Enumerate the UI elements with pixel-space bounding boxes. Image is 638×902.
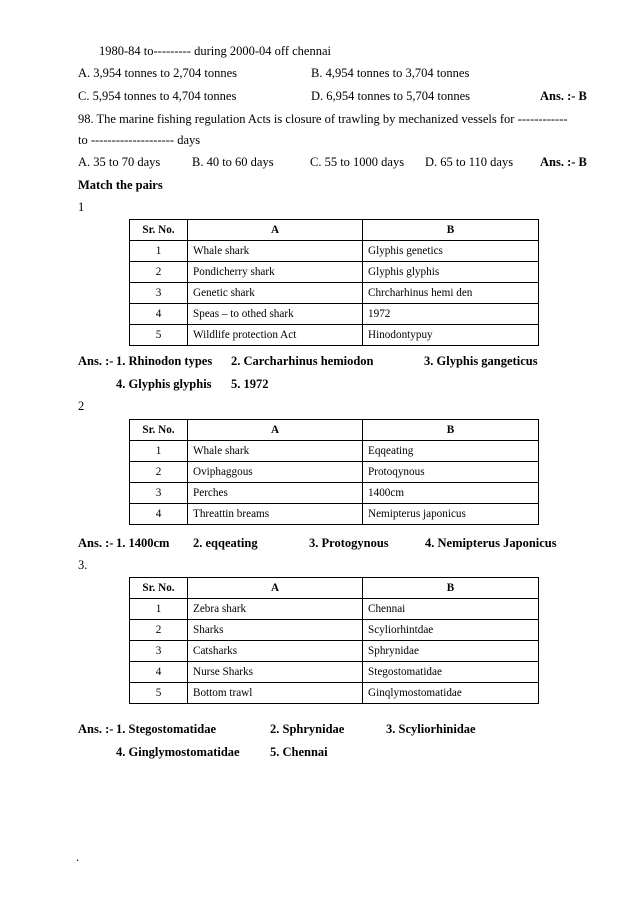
q98-line1: 98. The marine fishing regulation Acts is closure of trawling by mechanized vessels for ------------ [78, 112, 568, 126]
table-row [130, 262, 539, 283]
q97-option-a: A. 3,954 tonnes to 2,704 tonnes [78, 66, 238, 80]
cell-b: Ginqlymostomatidae [363, 683, 539, 704]
set-3-answer-4: 4. Ginglymostomatidae [116, 745, 240, 759]
cell-a: Threattin breams [188, 504, 363, 525]
cell-sr: 4 [130, 304, 188, 325]
footer-mark: . [76, 850, 80, 864]
set-1-answer-2: 2. Carcharhinus hemiodon [231, 354, 374, 368]
cell-b: 1400cm [363, 483, 539, 504]
q97-option-c: C. 5,954 tonnes to 4,704 tonnes [78, 89, 237, 103]
q98-option-b: B. 40 to 60 days [192, 155, 274, 169]
cell-a: Speas – to othed shark [188, 304, 363, 325]
header-sr-no: Sr. No. [130, 578, 188, 599]
cell-b: 1972 [363, 304, 539, 325]
header-b: B [363, 420, 539, 441]
cell-sr: 1 [130, 441, 188, 462]
q98-answer: Ans. :- B [540, 155, 587, 169]
table-header-row [130, 420, 539, 441]
set-3-answer-3: 3. Scyliorhinidae [386, 722, 476, 736]
q97-stem: 1980-84 to--------- during 2000-04 off chennai [99, 44, 331, 58]
cell-sr: 3 [130, 641, 188, 662]
header-a: A [188, 578, 363, 599]
q97-option-b: B. 4,954 tonnes to 3,704 tonnes [311, 66, 470, 80]
q98-option-c: C. 55 to 1000 days [310, 155, 405, 169]
cell-a: Pondicherry shark [188, 262, 363, 283]
cell-a: Sharks [188, 620, 363, 641]
table-row [130, 283, 539, 304]
cell-a: Whale shark [188, 441, 363, 462]
cell-sr: 2 [130, 262, 188, 283]
cell-b: Sphrynidae [363, 641, 539, 662]
match-heading: Match the pairs [78, 178, 163, 192]
cell-a: Zebra shark [188, 599, 363, 620]
set-3-answer-2: 2. Sphrynidae [270, 722, 345, 736]
cell-sr: 3 [130, 283, 188, 304]
set-3-answer-5: 5. Chennai [270, 745, 328, 759]
header-b: B [363, 578, 539, 599]
set-1-answer-prefix: Ans. :- [78, 354, 114, 368]
set-1-answer-1: 1. Rhinodon types [116, 354, 213, 368]
set-1-answer-3: 3. Glyphis gangeticus [424, 354, 538, 368]
table-row [130, 620, 539, 641]
table-row [130, 304, 539, 325]
q97-answer: Ans. :- B [540, 89, 587, 103]
cell-sr: 1 [130, 241, 188, 262]
set-2-answer-1: 1. 1400cm [116, 536, 170, 550]
header-a: A [188, 220, 363, 241]
cell-sr: 5 [130, 683, 188, 704]
table-row [130, 441, 539, 462]
table-row [130, 662, 539, 683]
cell-b: Glyphis glyphis [363, 262, 539, 283]
cell-sr: 4 [130, 662, 188, 683]
table-row [130, 504, 539, 525]
set-2-number: 2 [78, 399, 85, 413]
cell-b: Nemipterus japonicus [363, 504, 539, 525]
cell-sr: 4 [130, 504, 188, 525]
cell-a: Whale shark [188, 241, 363, 262]
cell-b: Chennai [363, 599, 539, 620]
set-3-answer-1: 1. Stegostomatidae [116, 722, 216, 736]
q98-option-a: A. 35 to 70 days [78, 155, 161, 169]
cell-a: Bottom trawl [188, 683, 363, 704]
cell-a: Genetic shark [188, 283, 363, 304]
header-a: A [188, 420, 363, 441]
q98-line2: to -------------------- days [78, 133, 201, 147]
cell-b: Hinodontypuy [363, 325, 539, 346]
set-3-number: 3. [78, 558, 88, 572]
set-2-table [129, 419, 539, 525]
cell-b: Chrcharhinus hemi den [363, 283, 539, 304]
set-2-answer-4: 4. Nemipterus Japonicus [425, 536, 557, 550]
set-1-table [129, 219, 539, 346]
table-row [130, 641, 539, 662]
table-row [130, 462, 539, 483]
set-1-answer-4: 4. Glyphis glyphis [116, 377, 212, 391]
set-3-table [129, 577, 539, 704]
cell-b: Glyphis genetics [363, 241, 539, 262]
table-header-row [130, 220, 539, 241]
cell-a: Nurse Sharks [188, 662, 363, 683]
q98-option-d: D. 65 to 110 days [425, 155, 514, 169]
q97-option-d: D. 6,954 tonnes to 5,704 tonnes [311, 89, 471, 103]
set-3-answer-prefix: Ans. :- [78, 722, 114, 736]
cell-sr: 2 [130, 620, 188, 641]
cell-sr: 3 [130, 483, 188, 504]
set-2-answer-2: 2. eqqeating [193, 536, 258, 550]
cell-b: Eqqeating [363, 441, 539, 462]
cell-b: Stegostomatidae [363, 662, 539, 683]
cell-sr: 2 [130, 462, 188, 483]
set-2-answer-3: 3. Protogynous [309, 536, 389, 550]
cell-sr: 5 [130, 325, 188, 346]
set-1-number: 1 [78, 200, 85, 214]
header-sr-no: Sr. No. [130, 220, 188, 241]
cell-a: Perches [188, 483, 363, 504]
set-2-answer-prefix: Ans. :- [78, 536, 114, 550]
header-b: B [363, 220, 539, 241]
table-row [130, 599, 539, 620]
table-row [130, 483, 539, 504]
cell-sr: 1 [130, 599, 188, 620]
header-sr-no: Sr. No. [130, 420, 188, 441]
table-header-row [130, 578, 539, 599]
table-row [130, 683, 539, 704]
cell-a: Catsharks [188, 641, 363, 662]
table-row [130, 241, 539, 262]
cell-a: Oviphaggous [188, 462, 363, 483]
cell-b: Protoqynous [363, 462, 539, 483]
cell-a: Wildlife protection Act [188, 325, 363, 346]
set-1-answer-5: 5. 1972 [231, 377, 269, 391]
cell-b: Scyliorhintdae [363, 620, 539, 641]
table-row [130, 325, 539, 346]
